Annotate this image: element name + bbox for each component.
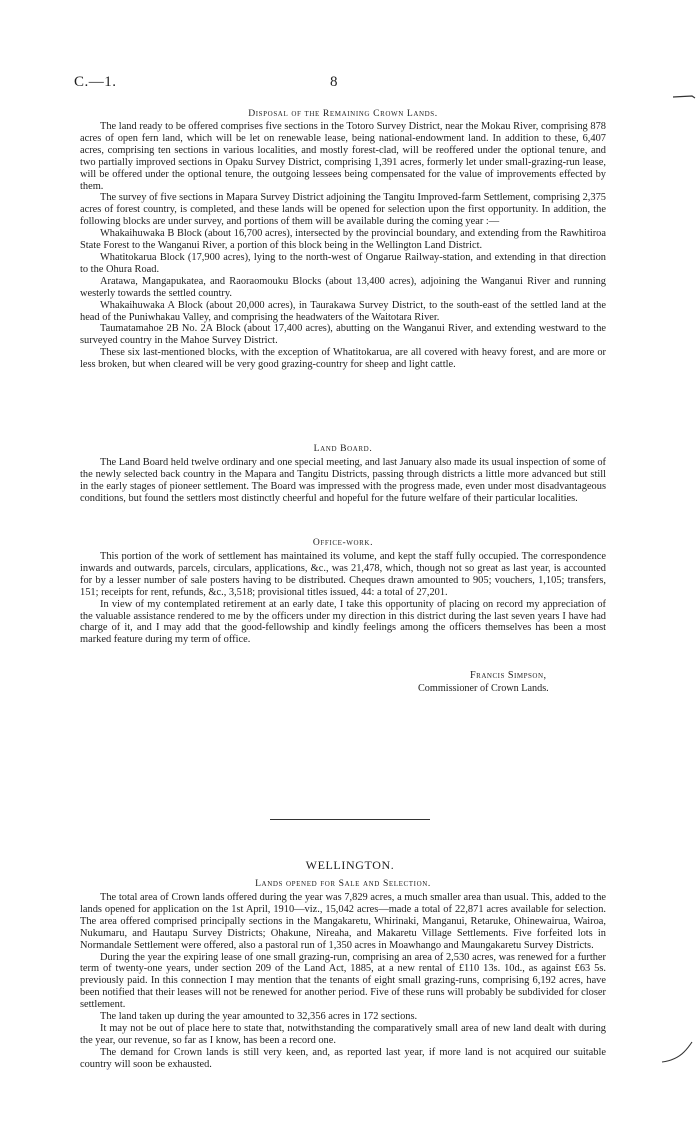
section-disposal xyxy=(80,108,606,371)
paragraph: The land taken up during the year amounted to 32,356 acres in 172 sections. xyxy=(100,1011,418,1023)
signature-name: Francis Simpson, xyxy=(470,670,547,681)
margin-mark-bottom xyxy=(660,1040,694,1066)
page-number: 8 xyxy=(330,74,338,90)
section-heading-land-board: Land Board. xyxy=(313,443,373,454)
margin-mark-top xyxy=(672,92,696,102)
section-divider xyxy=(270,819,430,820)
paragraph: During the year the expiring lease of one small grazing-run, comprising an area of 2,530 acres, was renewed for a further term of twenty-one years, under section 209 of the Land Act, 1885, at a new rental of £110 13s. 10d., as against £63 5s. previously paid. In this connection I may mention that the tenants of eight small grazing-runs, comprising 6,192 acres, have been notified that their leases will not be renewed for another period. Five of these runs will probably be subdivided for closer settlement. xyxy=(80,951,606,1011)
section-heading-disposal: Disposal of the Remaining Crown Lands. xyxy=(248,108,438,119)
paragraph: The Land Board held twelve ordinary and one special meeting, and last January also made its usual inspection of some of the newly selected back country in the Mapara and Tangitu Districts, passing through districts a little more advanced but still in the early stages of pioneer settlement. The Board was impressed with the progress made, even under most disadvantageous conditions, but found the settlers most distinctly cheerful and hopeful for the future welfare of their particular localities. xyxy=(80,457,606,504)
paragraph: Aratawa, Mangapukatea, and Raoraomouku Blocks (about 13,400 acres), adjoining the Wanganui River and running westerly towards the settled country. xyxy=(80,275,606,299)
paragraph: The land ready to be offered comprises five sections in the Totoro Survey District, near the Mokau River, comprising 878 acres of open fern land, which will be let on renewable lease, being national-endowment land. In addition to these, 6,407 acres, comprising ten sections in various localities, and mostly forest-clad, will be reoffered under the optional tenure, and two partially improved sections in Opaku Survey District, comprising 1,391 acres, formerly let under small-grazing-run lease, will be offered under the optional tenure, the outgoing lessees being compensated for the value of improvements effected by them. xyxy=(80,121,606,192)
paragraph: The demand for Crown lands is still very keen, and, as reported last year, if more land is not acquired our suitable country will soon be exhausted. xyxy=(80,1046,606,1070)
section-wellington xyxy=(80,878,606,1071)
paragraph: This portion of the work of settlement has maintained its volume, and kept the staff fully occupied. The correspondence inwards and outwards, parcels, circulars, applications, &c., was 21,478, which, though not so great as last year, is accounted for by a lesser number of sale posters having to be distributed. Cheques drawn amounted to 905; vouchers, 1,105; transfers, 151; receipts for rent, refunds, &c., 3,518; provisional titles issued, 44: a total of 27,201. xyxy=(80,551,606,598)
paragraph: The survey of five sections in Mapara Survey District adjoining the Tangitu Improved-farm Settlement, comprising 2,375 acres of forest country, is completed, and these lands will be opened for selection upon the first opportunity. In addition, the following blocks are under survey, and portions of them will be available during the coming year :— xyxy=(80,192,606,228)
paragraph: Taumatamahoe 2B No. 2A Block (about 17,400 acres), abutting on the Wanganui River, and extending westward to the surveyed country in the Mahoe Survey District. xyxy=(80,323,606,347)
signature-title: Commissioner of Crown Lands. xyxy=(418,683,549,694)
district-title: WELLINGTON. xyxy=(305,858,395,872)
paragraph: Whakaihuwaka B Block (about 16,700 acres), intersected by the provincial boundary, and extending from the Rawhitiroa State Forest to the Wanganui River, a portion of this block being in the Wellington Land District. xyxy=(80,228,606,252)
section-heading-office-work: Office-work. xyxy=(312,537,374,548)
paragraph: In view of my contemplated retirement at an early date, I take this opportunity of placing on record my appreciation of the valuable assistance rendered to me by the officers under my direction in this district during the last seven years I have had charge of it, and I may add that the good-fellowship and kindly feelings among the officers themselves has been a most marked feature during my term of office. xyxy=(80,598,606,646)
section-land-board xyxy=(80,443,606,505)
paragraph: These six last-mentioned blocks, with the exception of Whatitokarua, are all covered with heavy forest, and are more or less broken, but when cleared will be very good grazing-country for sheep and light cattle. xyxy=(80,347,606,371)
paragraph: The total area of Crown lands offered during the year was 7,829 acres, a much smaller area than usual. This, added to the lands opened for application on the 1st April, 1910—viz., 15,042 acres—made a total of 22,871 acres available for selection. The area offered comprised principally sections in the Mangakaretu, Whirinaki, Manganui, Retaruke, Ohinewairua, Wairoa, Nukumaru, and Hautapu Survey Districts; Ohakune, Nireaha, and Makaretu Village Settlements. Five forfeited lots in Normandale Settlement were offered, also a pastoral run of 1,350 acres in Moawhango and Maungakaretu Survey Districts. xyxy=(80,892,606,951)
document-reference: C.—1. xyxy=(74,74,117,90)
paragraph: Whakaihuwaka A Block (about 20,000 acres), in Taurakawa Survey District, to the south-east of the settled land at the head of the Puniwhakau Valley, and comprising the headwaters of the Waitotara River. xyxy=(80,299,606,323)
section-heading-lands-opened: Lands opened for Sale and Selection. xyxy=(255,878,431,889)
paragraph: Whatitokarua Block (17,900 acres), lying to the north-west of Ongarue Railway-station, and extending in that direction to the Ohura Road. xyxy=(80,251,606,275)
section-office-work xyxy=(80,537,606,646)
paragraph: It may not be out of place here to state that, notwithstanding the comparatively small area of new land dealt with during the year, our revenue, so far as I know, has been a record one. xyxy=(80,1022,606,1046)
